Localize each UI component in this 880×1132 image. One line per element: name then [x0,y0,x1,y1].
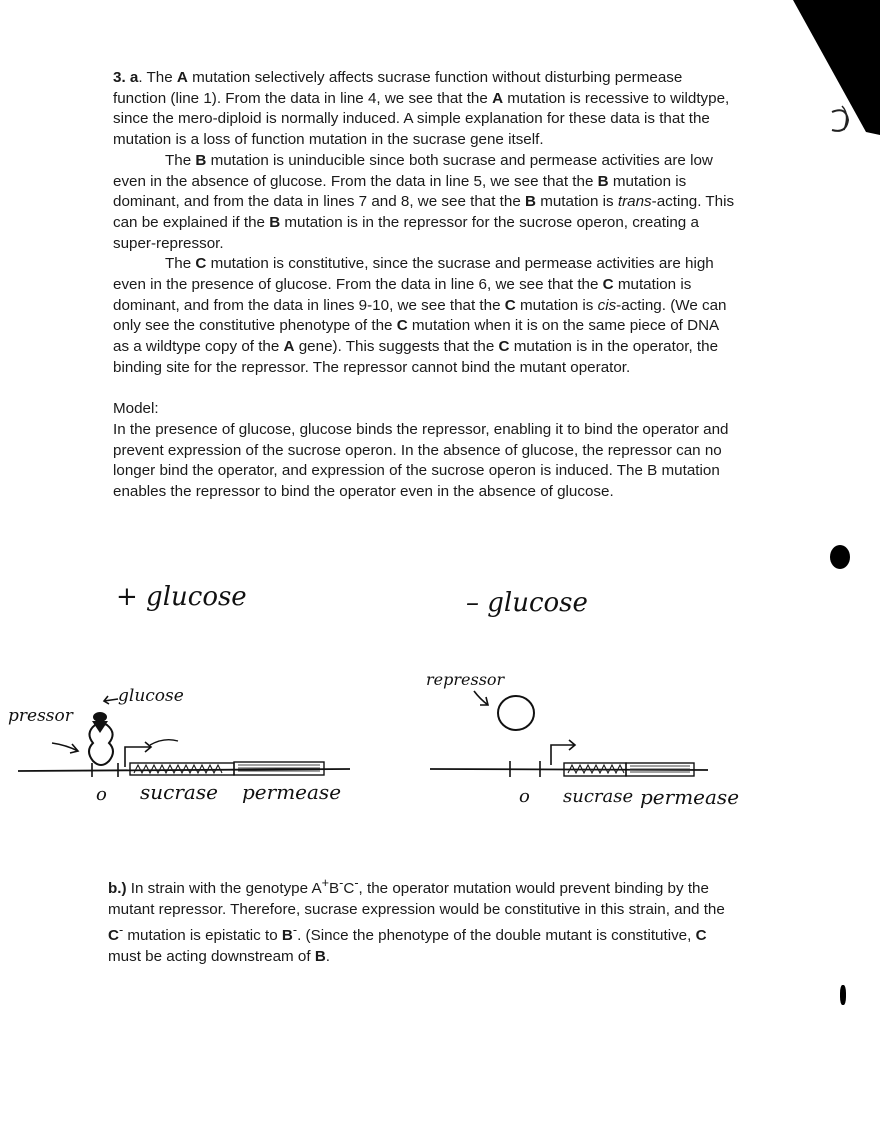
right-repressor-label: repressor [426,670,505,689]
scan-speck [840,985,846,1005]
part-label-b: b.) [108,880,127,898]
hole-punch [830,545,850,569]
part-a-paragraph-2: The B mutation is uninducible since both sucrase and permease activities are low even in the absence of glucose. From the data in line 5, we see that the B mutation is dominant, and from the data in lines 7 and 8, we see that the B mutation is trans-acting. This can be explained if the B mutation is in the repressor for the sucrose operon, creating a super-repressor. [113,151,735,252]
right-permease-hatch [630,766,690,772]
model-heading: Model: [113,400,159,418]
part-a-body [113,68,738,503]
operon-diagram [0,575,880,825]
staple-mark-2 [842,106,847,130]
left-title: + glucose [116,582,247,612]
question-number: 3. [113,69,126,86]
left-glucose-label: glucose [118,686,184,706]
left-operator-label: o [96,784,107,805]
left-repressor-label: pressor [8,706,73,726]
left-gene2-label: permease [242,780,342,804]
model-text: In the presence of glucose, glucose binds the repressor, enabling it to bind the operator and prevent expression of the sucrose operon. In the absence of glucose, the repressor can no longer bind the operator, and expression of the sucrose operon is induced. The B mutation enables the repressor to bind the operator even in the absence of glucose. [113,420,729,501]
glucose-dot [93,712,107,722]
free-repressor-circle [498,696,534,730]
glucose-arrow [104,696,118,704]
right-promoter-arrow [551,740,575,765]
glucose-bound-icon [92,721,108,733]
right-repressor-arrow [474,691,488,705]
right-gene2-label: permease [640,785,740,809]
part-a-paragraph-1: 3. a. The A mutation selectively affects sucrase function without disturbing permease function (line 1). From the data in line 4, we see that the A mutation is recessive to wildtype, since the mero-diploid is normally induced. A simple explanation for these data is that the mutation is a loss of function mutation in the sucrase gene itself. [113,69,730,149]
part-label-a: a [129,69,139,86]
spacer [113,379,738,400]
part-b-body [108,873,738,968]
right-gene1-label: sucrase [563,786,634,807]
part-a-paragraph-3: The C mutation is constitutive, since the sucrase and permease activities are high even in the presence of glucose. From the data in line 6, we see that the C mutation is dominant, and from the data in lines 9-10, we see that the C mutation is cis-acting. (We can only see the constitutive phenotype of the C mutation when it is on the same piece of DNA as a wildtype copy of the A gene). This suggests that the C mutation is in the operator, the binding site for the repressor. The repressor cannot bind the mutant operator. [113,255,727,376]
part-b-paragraph: b.) In strain with the genotype A+B-C-, the operator mutation would prevent binding by the mutant repressor. Therefore, sucrase expression would be constitutive in this strain, and the C- mutation is epistatic to B-. (Since the phenotype of the double mutant is constitutive, C must be acting downstream of B. [108,876,725,966]
right-operator-label: o [519,786,530,807]
left-gene1-label: sucrase [140,780,218,804]
left-repressor-arrow [52,743,78,753]
right-title: – glucose [466,588,588,618]
corner-shadow [793,0,880,135]
left-transcription-arrow [150,740,178,745]
